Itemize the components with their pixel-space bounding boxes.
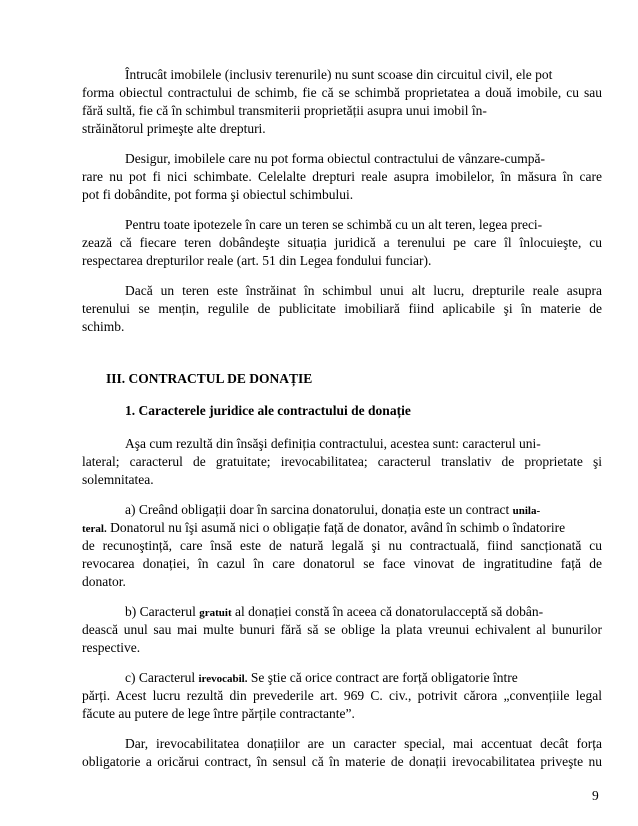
p6-line-2-text: Donatorul nu îşi asumă nici o obligație față de donator, având în schimb o îndatorire [106, 520, 566, 535]
p4-line-2: terenului se mențin, regulile de publicitate imobiliară fiind aplicabile şi în materie de [82, 301, 602, 316]
p5-line-1: Aşa cum rezultă din însăşi definiția contractului, acestea sunt: caracterul uni- [125, 436, 541, 451]
p3-line-1: Pentru toate ipotezele în care un teren se schimbă cu un alt teren, legea preci- [125, 217, 543, 232]
p6-line-2 [82, 519, 602, 538]
p7-line-1-text-b: al donației constă în aceea că donatorulacceptă să dobân- [231, 604, 544, 619]
p8-line-2: părți. Acest lucru rezultă din prevederile art. 969 C. civ., potrivit cărora „convențiile legal [82, 688, 602, 703]
p8-line-3: făcute au putere de lege între părțile contractante”. [82, 706, 355, 721]
p6-line-1 [125, 501, 602, 520]
p7-line-2: dească unul sau mai multe bunuri fără să se oblige la plata vreunui echivalent al bunurilor [82, 622, 602, 637]
p2-line-1: Desigur, imobilele care nu pot forma obiectul contractului de vânzare-cumpă- [125, 151, 546, 166]
p7-line-3: respective. [82, 640, 141, 655]
p6-line-4: revocarea donației, în cazul în care donatorul se face vinovat de ingratitudine față de [82, 556, 602, 571]
p5-line-2: lateral; caracterul de gratuitate; irevocabilitatea; caracterul translativ de proprietate şi [82, 454, 602, 469]
p1-line-4: străinătorul primeşte alte drepturi. [82, 121, 266, 136]
subsection-title: 1. Caracterele juridice ale contractului de donație [125, 403, 411, 418]
p1-line-2: forma obiectul contractului de schimb, fie că se schimbă proprietatea a două imobile, cu sau [82, 85, 602, 100]
p9-line-2: obligatorie a oricărui contract, în sensul că în materie de donații irevocabilitatea priveşte nu [82, 754, 602, 769]
p8-line-1-term: irevocabil. [198, 673, 248, 685]
p4-line-3: schimb. [82, 319, 125, 334]
p3-line-2: zează că fiecare teren dobândeşte situația juridică a terenului pe care îl înlocuieşte, cu [82, 235, 602, 250]
p7-line-1 [125, 603, 602, 622]
p1-line-3: fără sultă, fie că în schimbul transmiterii proprietății asupra unui imobil în- [82, 103, 487, 118]
p6-line-2-term: teral. [82, 523, 107, 535]
p7-line-1-text-a: b) Caracterul [125, 604, 200, 619]
p4-line-1: Dacă un teren este înstrăinat în schimbul unui alt lucru, drepturile reale asupra [125, 283, 602, 298]
p8-line-1-text-b: Se ştie că orice contract are forță obligatorie între [247, 670, 518, 685]
page-number: 9 [592, 788, 599, 803]
p6-line-1-text: a) Creând obligații doar în sarcina donatorului, donația este un contract [125, 502, 513, 517]
p8-line-1 [125, 669, 602, 688]
p6-line-1-term: unila- [512, 505, 541, 517]
p2-line-2: rare nu pot fi nici schimbate. Celelalte drepturi reale asupra imobilelor, în măsura în care [82, 169, 602, 184]
section-title: III. CONTRACTUL DE DONAȚIE [106, 371, 313, 386]
p7-line-1-term: gratuit [199, 607, 232, 619]
p5-line-3: solemnitatea. [82, 472, 154, 487]
p2-line-3: pot fi dobândite, pot forma şi obiectul schimbului. [82, 187, 354, 202]
p6-line-3: de recunoştință, care însă este de natură legală şi nu contractuală, fiind sancționată cu [82, 538, 602, 553]
p1-line-1: Întrucât imobilele (inclusiv terenurile) nu sunt scoase din circuitul civil, ele pot [125, 67, 553, 82]
p9-line-1: Dar, irevocabilitatea donațiilor are un caracter special, mai accentuat decât forța [125, 736, 602, 751]
p6-line-5: donator. [82, 574, 126, 589]
p8-line-1-text-a: c) Caracterul [125, 670, 199, 685]
p3-line-3: respectarea drepturilor reale (art. 51 din Legea fondului funciar). [82, 253, 432, 268]
